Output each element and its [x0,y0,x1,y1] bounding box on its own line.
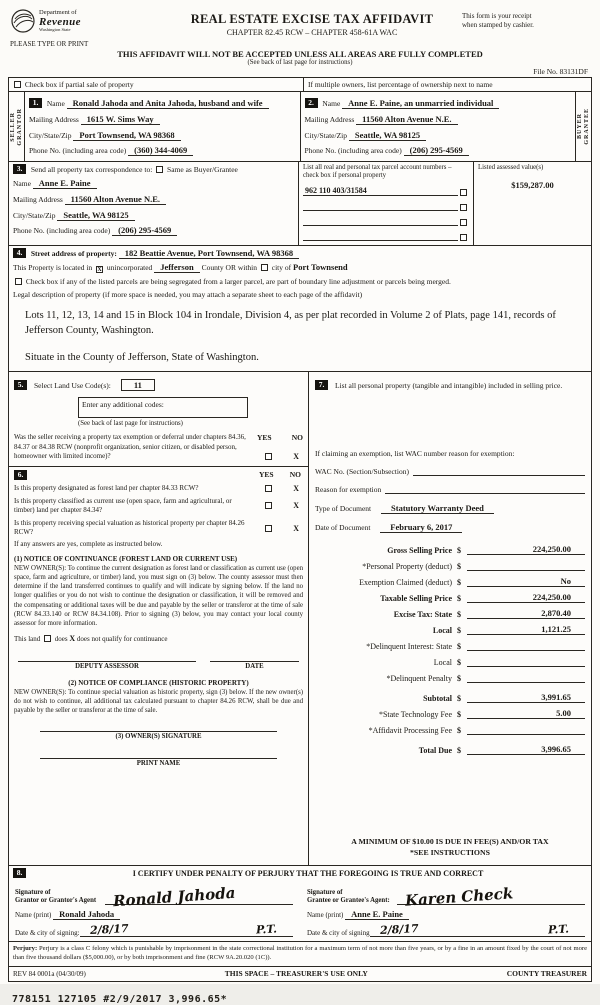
grantor-signature-block [15,881,293,937]
logo-dept: Department of [39,8,77,16]
see-instructions-note: *SEE INSTRUCTIONS [410,848,490,858]
exemption-question: Was the seller receiving a property tax exemption or deferral under chapters 84.36, 84.37 or 84.38 RCW (nonprofit organization, senior citizen, or disabled person, homeowner with limited income)? [14,433,246,460]
send-correspondence-label: Send all property tax correspondence to: [30,165,153,174]
parcel-row-2 [303,201,469,211]
dollar-sign: $ [457,642,461,652]
partial-sale-cell [9,78,304,91]
buyer-name-label: Name [322,99,341,108]
assessed-value[interactable]: $159,287.00 [511,180,554,191]
grantee-date-script: 2/8/17 [379,922,419,938]
form-subtitle: CHAPTER 82.45 RCW – CHAPTER 458-61A WAC [226,28,398,37]
if-yes-note: If any answers are yes, complete as instructed below. [14,540,163,549]
wac-label: WAC No. (Section/Subsection) [315,467,409,477]
section-2-tab: 2. [305,98,318,108]
buyer-side-word2: GRANTEE [584,108,590,145]
please-type-label: PLEASE TYPE OR PRINT [10,40,89,48]
receipt-note-line1: This form is your receipt [462,12,532,20]
dollar-sign: $ [457,746,461,756]
exemption-answer [257,452,303,461]
correspondence-csz-row [13,209,294,222]
grantor-name-value[interactable]: Ronald Jahoda [53,909,120,920]
mid-columns [9,372,591,866]
minimum-fee-note: A MINIMUM OF $10.00 IS DUE IN FEE(S) AND/OR TAX [351,837,549,847]
correspondence-mailing-value[interactable]: 11560 Alton Avenue N.E. [65,194,166,205]
buyer-side-label [575,92,591,161]
forest-land-question: Is this property designated as forest land per chapter 84.33 RCW? [14,483,199,492]
historic-yes-checkbox[interactable] [265,525,272,532]
buyer-name-value[interactable]: Anne E. Paine, an unmarried individual [342,98,499,109]
grantor-name-label: Name (print) [15,911,52,920]
section-7-tab: 7. [315,380,328,390]
correspondence-name-value[interactable]: Anne E. Paine [33,178,97,189]
this-land-label: This land [14,634,41,643]
buyer-mailing-value[interactable]: 11560 Alton Avenue N.E. [356,114,457,125]
certify-row [13,868,587,878]
personal-property-checkbox-2[interactable] [460,204,467,211]
logo-state: Washington State [39,27,71,33]
section-5 [9,372,308,466]
personal-property-checkbox-3[interactable] [460,219,467,226]
footer-row [9,967,591,981]
doc-date-label: Date of Document [315,523,371,533]
current-use-question: Is this property classified as current use (open space, farm and agricultural, or timber) land per chapter 84.34? [14,496,232,514]
money-row-delinquent-penalty [315,672,585,683]
money-value[interactable] [467,724,585,735]
buyer-csz-label: City/State/Zip [304,130,347,140]
section-8-tab: 8. [13,868,26,878]
buyer-mailing-label: Mailing Address [304,114,355,124]
money-value[interactable]: 1,121.25 [467,624,585,635]
grantor-signature-label [15,889,105,905]
grantee-signature-row [307,881,585,911]
seller-side-word1: SELLER [10,111,16,142]
revenue-logo [10,8,162,34]
segregated-label: Check box if any of the listed parcels are being segregated from a larger parcel, are part of boundary line adjustment or parcels being merged. [25,276,451,286]
grantor-signature-line[interactable] [105,881,293,911]
seller-name-value[interactable]: Ronald Jahoda and Anita Jahoda, husband and wife [67,98,269,109]
reason-row [315,485,585,494]
seller-phone-label: Phone No. (including area code) [29,146,127,156]
money-value[interactable]: 5.00 [467,708,585,719]
same-as-buyer-label: Same as Buyer/Grantee [167,165,238,174]
receipt-note-line2: when stamped by cashier. [462,20,534,29]
money-row-subtotal [315,692,585,703]
deputy-assessor-row [14,661,303,670]
perjury-label: Perjury: [13,945,38,953]
multiple-owners-note: If multiple owners, list percentage of ownership next to name [308,80,493,89]
seller-csz-label: City/State/Zip [29,130,72,140]
form-header [8,6,592,48]
correspondence-mailing-label: Mailing Address [13,194,63,204]
notice-compliance-title: (2) NOTICE OF COMPLIANCE (HISTORIC PROPERTY) [68,678,249,687]
seller-name-row [29,97,296,110]
parcel-number-1[interactable]: 962 110 403/31584 [303,186,458,196]
correspondence-phone-value[interactable]: (206) 295-4569 [112,225,177,236]
form-title: REAL ESTATE EXCISE TAX AFFIDAVIT [190,12,434,26]
parcel-row-3 [303,216,469,226]
money-value[interactable] [467,640,585,651]
acceptance-warning: THIS AFFIDAVIT WILL NOT BE ACCEPTED UNLESS ALL AREAS ARE FULLY COMPLETED [117,49,483,59]
segregated-row [13,277,587,286]
parties-row [9,92,591,162]
buyer-csz-row [305,129,572,142]
grantor-date-line[interactable] [80,923,293,937]
treasurer-space-label: THIS SPACE – TREASURER'S USE ONLY [224,968,368,978]
exemption-claim-note: If claiming an exemption, list WAC number reason for exemption: [315,449,515,459]
revenue-logo-icon [10,8,36,34]
personal-property-checkbox-1[interactable] [460,189,467,196]
correspondence-header [13,164,294,174]
additional-codes-box[interactable] [78,397,248,418]
grantor-name-row [15,909,293,919]
wac-input-line[interactable] [413,467,585,476]
certify-statement: I CERTIFY UNDER PENALTY OF PERJURY THAT THE FOREGOING IS TRUE AND CORRECT [132,869,484,879]
print-name-row [40,758,277,767]
partial-sale-checkbox[interactable] [14,81,21,88]
money-row-excise-local [315,624,585,635]
grantee-signature-label [307,889,397,905]
situate-text: Situate in the County of Jefferson, State of Washington. [25,352,259,364]
parcel-number-2[interactable] [303,201,458,211]
logo-revenue: Revenue [39,16,81,29]
grantee-name-value[interactable]: Anne E. Paine [345,909,409,920]
current-use-yes-checkbox[interactable] [265,502,272,509]
header-left [10,8,162,48]
dollar-sign: $ [457,562,461,572]
section-4-tab: 4. [13,248,26,258]
money-value[interactable] [467,656,585,667]
same-as-buyer-checkbox[interactable] [156,166,163,173]
forest-land-answer [257,484,303,493]
parcel-row-4 [303,231,469,241]
section-3-tab: 3. [13,164,26,174]
correspondence-name-row [13,177,294,190]
exemption-yes-no [257,433,303,460]
section-6-header [14,470,303,480]
city-value[interactable]: Port Townsend [293,261,348,272]
current-use-answer [257,501,303,510]
money-value[interactable] [467,560,585,571]
money-value[interactable] [467,672,585,683]
rev-number: REV 84 0001a (04/30/09) [13,969,86,978]
parcel-number-3[interactable] [303,216,458,226]
assessed-header: Listed assessed value(s) [478,164,544,171]
money-label: *Personal Property (deduct) [362,562,452,572]
dollar-sign: $ [457,610,461,620]
does-checkbox[interactable] [44,635,51,642]
doc-type-row [315,503,585,513]
forest-yes-checkbox[interactable] [265,485,272,492]
money-row-taxable [315,592,585,603]
county-treasurer-label: COUNTY TREASURER [506,968,587,978]
seller-phone-row [29,144,296,157]
parcel-number-4[interactable] [303,231,458,241]
correspondence-phone-row [13,224,294,237]
grantee-signature-block [307,881,585,937]
personal-property-label: List all personal property (tangible and intangible) included in selling price. [335,381,563,391]
receipt-note [462,8,590,30]
current-use-no-mark[interactable]: X [293,501,299,511]
wac-row [315,467,585,476]
located-in-label: This Property is located in [13,262,93,272]
street-address-label: Street address of property: [30,248,117,258]
historic-no-mark[interactable]: X [293,523,299,533]
yes-label-6: YES [259,469,274,479]
money-label: Local [433,658,452,668]
correspondence-name-label: Name [13,179,31,188]
money-label: Total Due [418,746,452,756]
grantee-name-row [307,909,585,919]
file-number: File No. 83131DF [533,67,588,76]
revenue-logo-text [39,9,81,33]
correspondence-csz-label: City/State/Zip [13,210,56,220]
reason-label: Reason for exemption [315,485,382,495]
yes-label-5: YES [257,433,272,443]
perjury-text: Perjury is a class C felony which is punishable by imprisonment in the state correctional institution for a maximum term of not more than five years, or by a fine in an amount fixed by the court of not more than five thousand dollars ($5,000.00), or by both imprisonment and fine (RCW 9A.20.020 (1C)). [13,945,587,961]
section-5-tab: 5. [14,380,27,390]
section-1-tab: 1. [29,98,42,108]
section-3 [9,162,591,246]
owners-signature-line[interactable]: (3) OWNER(S) SIGNATURE [40,731,277,740]
correspondence-csz-value[interactable]: Seattle, WA 98125 [57,210,134,221]
grantee-signature-line[interactable] [397,881,585,911]
affidavit-form [8,77,592,982]
money-value[interactable]: 2,870.40 [467,608,585,619]
doc-date-row [315,522,585,532]
money-label: *Delinquent Interest: State [366,642,452,652]
money-value[interactable]: 224,250.00 [467,592,585,603]
money-label: Gross Selling Price [387,546,452,556]
city-checkbox[interactable] [261,264,268,271]
money-row-gross [315,544,585,555]
grantee-sig-label-1: Signature of [307,889,343,897]
parcel-row-1 [303,186,469,196]
money-label: Local [432,626,452,636]
see-back-note: (See back of last page for instructions) [247,59,353,66]
money-value[interactable]: No [467,576,585,587]
grantor-signature-row [15,881,293,911]
seller-mailing-value[interactable]: 1615 W. Sims Way [81,114,160,125]
grantor-city-script: P.T. [255,922,278,937]
cashier-receipt-stamp: 778151 127105 #2/9/2017 3,996.65* [12,993,228,1005]
partial-sale-label: Check box if partial sale of property [24,80,134,89]
dollar-sign: $ [457,594,461,604]
yes-no-header-6 [257,470,303,479]
does-label: does [54,634,68,643]
exemption-no-mark[interactable]: X [293,451,299,461]
top-row [9,78,591,92]
money-row-delinquent-state [315,640,585,651]
money-row-exemption-deduct [315,576,585,587]
street-address-value[interactable]: 182 Beattie Avenue, Port Townsend, WA 98368 [119,248,299,259]
buyer-name-row [305,97,572,110]
no-label-5: NO [291,433,303,443]
segregated-checkbox[interactable] [15,278,22,285]
does-not-label: does not qualify for continuance [76,634,168,643]
unincorporated-label: unincorporated [106,262,153,272]
seller-section [25,92,300,161]
section-6 [9,467,308,866]
notice-compliance-text: NEW OWNER(S): To continue special valuation as historic property, sign (3) below. If the new owner(s) do not wish to continue, all additional tax calculated pursuant to chapter 84.26 RCW, shall be due and payable by the seller or transferor at the time of sale. [14,688,303,714]
correspondence-mailing-row [13,193,294,206]
dollar-sign: $ [457,578,461,588]
additional-codes-label: Enter any additional codes: [82,400,164,410]
money-row-processing-fee [315,724,585,735]
money-value[interactable]: 224,250.00 [467,544,585,555]
left-column [9,372,309,865]
dollar-sign: $ [457,674,461,684]
notice-continuance-text: NEW OWNER(S): To continue the current designation as forest land or classification as current use (open space, farm and agriculture, or timber) land, you must sign on (3) below. The county assessor must then determine if the land transferred continues to qualify and will indicate by signing below. If the land no longer qualifies or you do not wish to continue the designation or classification, it will be removed and the compensating or additional taxes will be due and payable by the seller or transferor at the time of sale (RCW 84.33.140 or RCW 84.34.108). Prior to signing (3) below, you may contact your local county assessor for more information. [14,565,303,627]
money-row-total-due [315,744,585,755]
section-6-tab: 6. [14,470,27,480]
yes-no-header-5 [257,433,303,442]
dollar-sign: $ [457,626,461,636]
buyer-csz-value[interactable]: Seattle, WA 98125 [349,130,426,141]
does-not-mark[interactable]: X [69,633,76,643]
grantor-sig-label-2: Grantor or Grantor's Agent [15,897,97,905]
continuance-qualify-row [14,634,303,643]
historic-question: Is this property receiving special valuation as historical property per chapter 84.26 RCW? [14,518,245,537]
street-address-row [13,248,587,258]
county-value[interactable]: Jefferson [154,262,200,273]
section-8 [9,866,591,942]
historic-answer [257,524,303,533]
doc-date-value[interactable]: February 6, 2017 [380,522,462,533]
dollar-sign: $ [457,694,461,704]
deputy-date-line[interactable]: DATE [210,661,299,670]
dollar-sign: $ [457,710,461,720]
money-label: Subtotal [423,694,452,704]
dollar-sign: $ [457,546,461,556]
see-back-note-5: (See back of last page for instructions) [78,420,183,428]
dollar-sign: $ [457,658,461,668]
money-label: Exemption Claimed (deduct) [359,578,452,588]
doc-type-label: Type of Document [315,504,372,514]
unincorporated-checkbox[interactable]: X [97,266,102,273]
buyer-phone-label: Phone No. (including area code) [304,146,402,156]
money-row-tech-fee [315,708,585,719]
personal-property-checkbox-4[interactable] [460,234,467,241]
buyer-mailing-row [305,113,572,126]
money-label: Taxable Selling Price [380,594,452,604]
grantee-date-line[interactable] [370,923,585,937]
section-7 [309,372,591,865]
seller-mailing-row [29,113,296,126]
seller-side-label [9,92,25,161]
buyer-side-word1: BUYER [577,113,583,140]
header-center [162,8,462,37]
print-name-line[interactable]: PRINT NAME [40,758,277,767]
forest-land-question-row [14,484,303,493]
historic-question-row [14,519,303,537]
money-label: *Delinquent Penalty [386,674,452,684]
buyer-phone-row [305,144,572,157]
grantor-date-row [15,923,293,937]
seller-csz-row [29,129,296,142]
seller-mailing-label: Mailing Address [29,114,79,124]
grantee-sig-label-2: Grantee or Grantee's Agent: [307,897,390,905]
current-use-question-row [14,497,303,515]
money-label: Excise Tax: State [393,610,452,620]
grantor-sig-label-1: Signature of [15,889,51,897]
signature-columns [13,878,587,937]
seller-name-label: Name [46,99,65,108]
dollar-sign: $ [457,726,461,736]
money-value[interactable]: 3,991.65 [467,692,585,703]
grantor-date-label: Date & city of signing: [15,929,80,938]
grantor-date-script: 2/8/17 [89,922,129,938]
correspondence-phone-label: Phone No. (including area code) [13,226,111,236]
parcel-column [299,162,474,245]
assessed-column [474,162,591,245]
forest-no-mark[interactable]: X [293,483,299,493]
section-4 [9,246,591,372]
legal-description-text[interactable]: Lots 11, 12, 13, 14 and 15 in Block 104 in Irondale, Division 4, as per plat recorded in Volume 2 of Plats, page 141, records of Jefferson County, Washington. [25,309,556,337]
seller-csz-value[interactable]: Port Townsend, WA 98368 [73,130,180,141]
doc-type-value[interactable]: Statutory Warranty Deed [381,503,494,514]
grantee-date-row [307,923,585,937]
land-use-label: Select Land Use Code(s): [34,381,111,391]
buyer-phone-value[interactable]: (206) 295-4569 [404,145,469,156]
city-of-label: city of [271,262,292,272]
buyer-section [300,92,576,161]
no-label-6: NO [289,469,301,479]
legal-description-label: Legal description of property (if more space is needed, you may attach a separate sheet to each page of the affidavit) [13,289,363,299]
notice-continuance-title: (1) NOTICE OF CONTINUANCE (FOREST LAND OR CURRENT USE) [14,555,238,564]
exemption-question-row [14,433,303,460]
reason-input-line[interactable] [385,485,585,494]
land-use-code[interactable]: 11 [121,379,155,391]
land-use-row [14,375,303,393]
county-or-label: County OR within [201,262,258,272]
grantee-date-label: Date & city of signing [307,929,370,938]
money-label: *State Technology Fee [378,710,452,720]
money-row-delinquent-local [315,656,585,667]
grantee-name-label: Name (print) [307,911,344,920]
money-value[interactable]: 3,996.65 [467,744,585,755]
grantee-city-script: P.T. [547,922,570,937]
perjury-notice [9,942,591,966]
money-row-personal-deduct [315,560,585,571]
personal-property-row [315,375,585,393]
location-row [13,262,587,273]
grantee-signature-script: Karen Check [404,884,514,911]
exemption-yes-checkbox[interactable] [265,453,272,460]
correspondence-column [9,162,299,245]
seller-side-word2: GRANTOR [17,107,23,146]
parcel-header: List all real and personal tax parcel account numbers – check box if personal property [303,164,452,180]
owners-signature-row [40,731,277,740]
grantor-signature-script: Ronald Jahoda [112,884,236,911]
seller-phone-value[interactable]: (360) 344-4069 [128,145,193,156]
money-label: *Affidavit Processing Fee [368,726,452,736]
money-row-excise-state [315,608,585,619]
deputy-assessor-line[interactable]: DEPUTY ASSESSOR [18,661,196,670]
